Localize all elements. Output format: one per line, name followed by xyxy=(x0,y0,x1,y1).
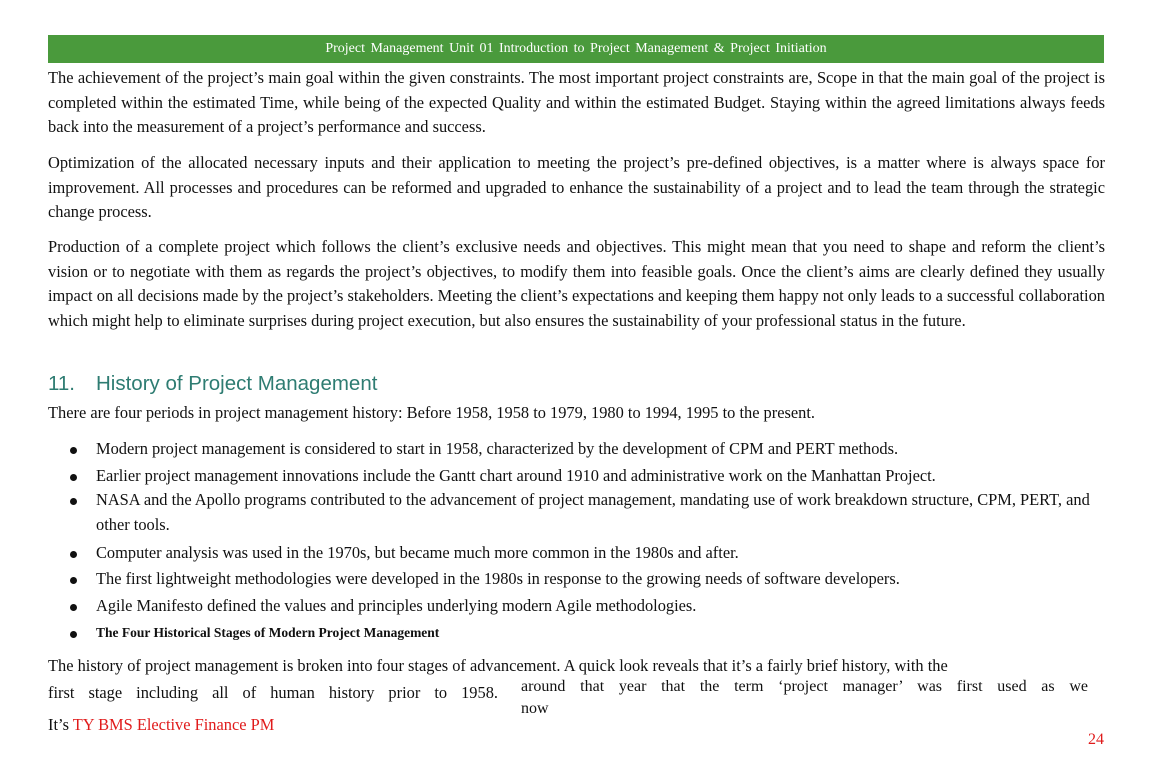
paragraph-production: Production of a complete project which follows the client’s exclusive needs and objectives. This might mean that you need to shape and reform the client’s vision or to negotiate with them as regards the project’s objectives, to modify them into feasible goals. Once the client’s aims are clearly defined they usually impact on all decisions made by the project’s stakeholders. Meeting the client’s expectations and keeping them happy not only leads to a successful collaboration which might help to eliminate surprises during project execution, but also ensures the sustainability of your professional status in the future. xyxy=(48,237,1105,330)
header-title: Project Management Unit 01 Introduction to Project Management & Project Initiation xyxy=(325,41,827,56)
paragraph-goal: The achievement of the project’s main goal within the given constraints. The most important project constraints are, Scope in that the main goal of the project is completed within the estimated Time, while being of the expected Quality and within the estimated Budget. Staying within the agreed limitations always feeds back into the measurement of a project’s performance and success. xyxy=(48,68,1105,136)
bullet-dot-icon xyxy=(70,551,77,558)
footer-note xyxy=(48,713,274,738)
list-item: Computer analysis was used in the 1970s, but became much more common in the 1980s and after. xyxy=(70,541,1105,566)
page-header-bar xyxy=(48,35,1104,63)
list-item: Earlier project management innovations include the Gantt chart around 1910 and administrative work on the Manhattan Project. xyxy=(70,464,1105,489)
section-heading xyxy=(48,372,377,396)
page-number: 24 xyxy=(1088,731,1104,748)
history-paragraph-line1: The history of project management is broken into four stages of advancement. A quick look reveals that it’s a fairly brief history, with the xyxy=(48,656,948,675)
paragraph-optimization: Optimization of the allocated necessary inputs and their application to meeting the project’s pre-defined objectives, is a matter where is always space for improvement. All processes and procedures can be reformed and upgraded to enhance the sustainability of a project and to lead the team through the strategic change process. xyxy=(48,153,1105,221)
footer-prefix: It’s xyxy=(48,715,69,734)
bullet-dot-icon xyxy=(70,474,77,481)
bullet-dot-icon xyxy=(70,498,77,505)
bullet-dot-icon xyxy=(70,604,77,611)
bullet-dot-icon xyxy=(70,577,77,584)
list-item: Agile Manifesto defined the values and principles underlying modern Agile methodologies. xyxy=(70,594,1105,619)
list-item: Modern project management is considered to start in 1958, characterized by the development of CPM and PERT methods. xyxy=(70,437,1105,462)
overlapping-text-box xyxy=(521,676,1088,720)
section-title: History of Project Management xyxy=(96,372,378,395)
section-number: 11. xyxy=(48,372,75,395)
aside-line2: now xyxy=(521,700,549,717)
aside-line1: around that year that the term ‘project manager’ was first used as we xyxy=(521,678,1088,695)
history-paragraph-line2: first stage including all of human history prior to 1958. xyxy=(48,683,498,702)
footer-course-label: TY BMS Elective Finance PM xyxy=(72,715,275,734)
list-item: NASA and the Apollo programs contributed to the advancement of project management, mandating use of work breakdown structure, CPM, PERT, and other tools. xyxy=(70,488,1105,537)
bullet-dot-icon xyxy=(70,631,77,638)
list-item: The Four Historical Stages of Modern Project Management xyxy=(70,621,1105,646)
list-item: The first lightweight methodologies were developed in the 1980s in response to the growing needs of software developers. xyxy=(70,567,1105,592)
bullet-dot-icon xyxy=(70,447,77,454)
section-intro: There are four periods in project management history: Before 1958, 1958 to 1979, 1980 to 1994, 1995 to the present. xyxy=(48,403,815,422)
